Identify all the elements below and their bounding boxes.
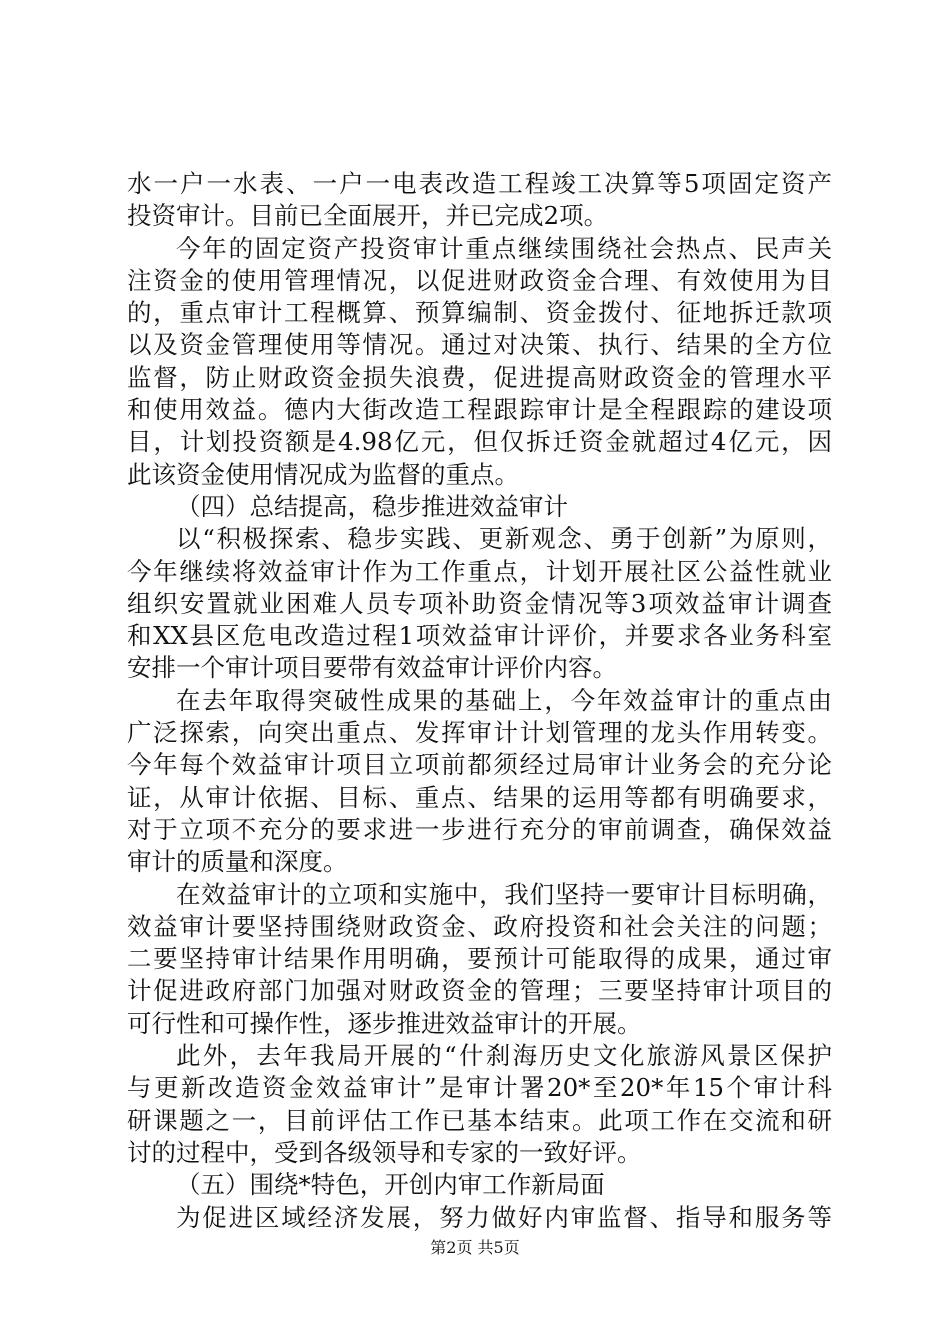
text-line: 今年继续将效益审计作为工作重点，计划开展社区公益性就业 [127, 556, 832, 586]
text-line: 讨的过程中，受到各级领导和专家的一致好评。 [127, 1137, 642, 1167]
text-line: 研课题之一，目前评估工作已基本结束。此项工作在交流和研 [127, 1105, 832, 1135]
text-line: 二要坚持审计结果作用明确，要预计可能取得的成果，通过审 [127, 944, 832, 974]
paragraph-start-line: 在去年取得突破性成果的基础上，今年效益审计的重点由 [176, 685, 832, 715]
text-line: 与更新改造资金效益审计”是审计署20*至20*年15个审计科 [127, 1073, 832, 1103]
text-line: 水一户一水表、一户一电表改造工程竣工决算等5项固定资产 [127, 169, 832, 198]
text-line: 广泛探索，向突出重点、发挥审计计划管理的龙头作用转变。 [127, 718, 832, 748]
text-line: 可行性和可操作性，逐步推进效益审计的开展。 [127, 1008, 642, 1038]
text-line: 目，计划投资额是4.98亿元，但仅拆迁资金就超过4亿元，因 [127, 427, 832, 457]
text-line: 计促进政府部门加强对财政资金的管理；三要坚持审计项目的 [127, 976, 832, 1006]
text-line: 投资审计。目前已全面展开，并已完成2项。 [127, 201, 609, 231]
text-line: 组织安置就业困难人员专项补助资金情况等3项效益审计调查 [127, 588, 832, 618]
text-line: 和使用效益。德内大街改造工程跟踪审计是全程跟踪的建设项 [127, 395, 832, 425]
paragraph-start-line: 此外，去年我局开展的“什刹海历史文化旅游风景区保护 [176, 1041, 832, 1071]
text-line: 安排一个审计项目要带有效益审计评价内容。 [127, 653, 617, 683]
text-line: 效益审计要坚持围绕财政资金、政府投资和社会关注的问题； [127, 911, 832, 941]
paragraph-start-line: 为促进区域经济发展，努力做好内审监督、指导和服务等 [176, 1202, 832, 1232]
section-heading-5: （五）围绕*特色，开创内审工作新局面 [176, 1170, 605, 1200]
text-line: 此该资金使用情况成为监督的重点。 [127, 459, 519, 489]
paragraph-start-line: 以“积极探索、稳步实践、更新观念、勇于创新”为原则， [176, 524, 832, 554]
text-line: 证，从审计依据、目标、重点、结果的运用等都有明确要求， [127, 782, 832, 812]
paragraph-start-line: 今年的固定资产投资审计重点继续围绕社会热点、民声关 [176, 233, 832, 263]
text-line: 审计的质量和深度。 [127, 847, 348, 877]
text-line: 监督，防止财政资金损失浪费，促进提高财政资金的管理水平 [127, 362, 832, 392]
text-line: 和XX县区危电改造过程1项效益审计评价，并要求各业务科室 [127, 621, 832, 651]
page-number-footer: 第2页 共5页 [430, 1238, 520, 1257]
text-line: 对于立项不充分的要求进一步进行充分的审前调查，确保效益 [127, 814, 832, 844]
paragraph-start-line: 在效益审计的立项和实施中，我们坚持一要审计目标明确， [176, 879, 832, 909]
document-body [127, 168, 832, 1234]
section-heading-4: （四）总结提高，稳步推进效益审计 [176, 491, 568, 521]
text-line: 的，重点审计工程概算、预算编制、资金拨付、征地拆迁款项 [127, 298, 832, 328]
text-line: 今年每个效益审计项目立项前都须经过局审计业务会的充分论 [127, 750, 832, 780]
text-line: 以及资金管理使用等情况。通过对决策、执行、结果的全方位 [127, 330, 832, 360]
text-line: 注资金的使用管理情况，以促进财政资金合理、有效使用为目 [127, 265, 832, 295]
